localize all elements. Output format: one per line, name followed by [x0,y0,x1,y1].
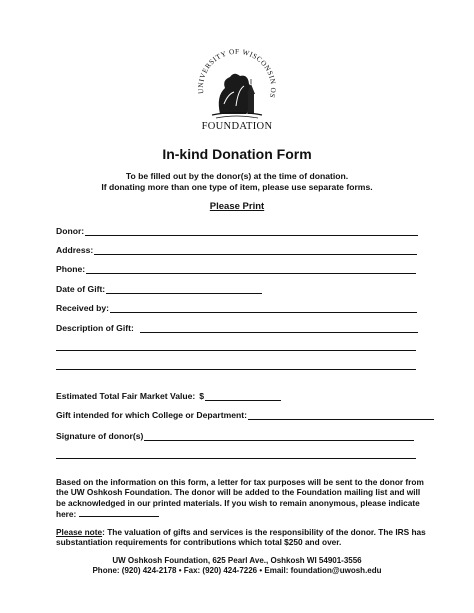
donor-line[interactable] [85,226,418,236]
tax-letter-paragraph [56,477,426,520]
received-by-line[interactable] [110,303,417,313]
date-of-gift-line[interactable] [106,284,262,294]
signature-extra-line[interactable] [56,458,416,459]
phone-field[interactable] [56,263,416,274]
received-by-label: Received by: [56,303,110,313]
fair-market-value-label: Estimated Total Fair Market Value: [56,391,196,401]
fair-market-value-field[interactable] [56,390,281,401]
please-note-text: : The valuation of gifts and services is the responsibility of the donor. The IRS has substantiation requirements for contributions which total $250 and over. [56,527,426,548]
description-field[interactable] [56,322,418,333]
signature-field[interactable] [56,430,414,441]
phone-label: Phone: [56,264,86,274]
signature-label: Signature of donor(s) [56,431,144,441]
description-line[interactable] [140,323,418,333]
seal-foundation-label: FOUNDATION [201,121,273,132]
college-label: Gift intended for which College or Department: [56,410,247,420]
donor-label: Donor: [56,226,85,236]
anonymous-indication-line[interactable] [79,508,159,517]
irs-note-paragraph [56,527,426,548]
form-instructions-2: If donating more than one type of item, please use separate forms. [101,182,373,192]
description-extra-line-1[interactable] [56,350,416,351]
description-label: Description of Gift: [56,323,134,333]
address-label: Address: [56,245,94,255]
donor-field[interactable] [56,225,418,236]
please-print-heading: Please Print [209,201,265,212]
seal-arc-text: UNIVERSITY OF WISCONSIN OS [196,47,278,99]
college-line[interactable] [248,410,434,420]
please-note-label: Please note [56,527,103,537]
fair-market-value-line[interactable] [205,391,281,401]
signature-line[interactable] [144,431,414,441]
tax-letter-text: Based on the information on this form, a letter for tax purposes will be sent to the donor from the UW Oshkosh Foundation. The donor will be added to the Foundation mailing list and will be acknowledged in our printed materials. If you wish to remain anonymous, please indicate here: [56,477,424,520]
footer-address: UW Oshkosh Foundation, 625 Pearl Ave., Oshkosh WI 54901-3556 [112,556,362,565]
address-line[interactable] [94,245,417,255]
college-field[interactable] [56,409,434,420]
description-extra-line-2[interactable] [56,369,416,370]
received-by-field[interactable] [56,302,417,313]
footer-contact: Phone: (920) 424-2178 • Fax: (920) 424-7226 • Email: foundation@uwosh.edu [92,566,382,575]
date-of-gift-label: Date of Gift: [56,284,106,294]
address-field[interactable] [56,244,417,255]
form-title: In-kind Donation Form [162,146,312,162]
date-of-gift-field[interactable] [56,283,262,294]
form-instructions-1: To be filled out by the donor(s) at the time of donation. [125,171,349,181]
currency-symbol: $ [199,391,205,401]
phone-line[interactable] [86,264,416,274]
